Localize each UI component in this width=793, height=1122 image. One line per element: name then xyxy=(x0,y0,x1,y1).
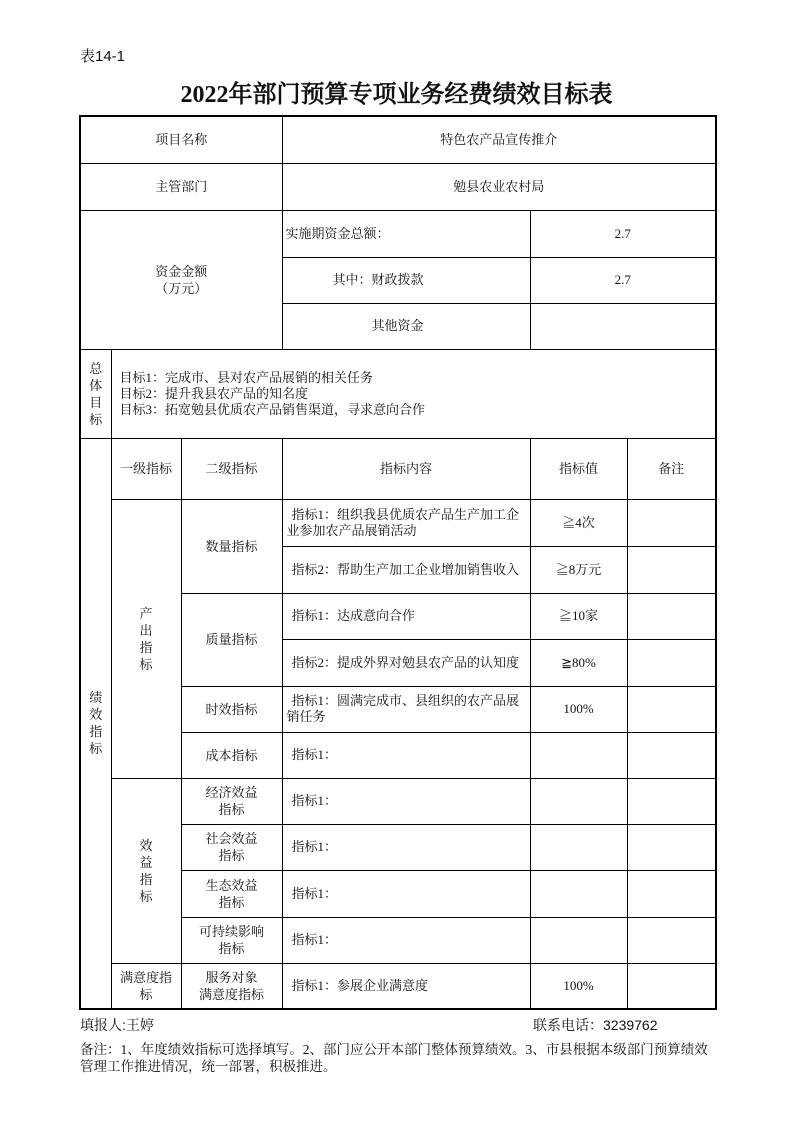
indicator-content: 指标1： xyxy=(282,917,530,963)
quality-indicator-label: 质量指标 xyxy=(181,593,282,686)
funds-fiscal-value: 2.7 xyxy=(530,257,716,303)
remark-cell xyxy=(627,824,716,870)
indicator-content: 指标1：参展企业满意度 xyxy=(282,963,530,1009)
remark-cell xyxy=(627,917,716,963)
performance-target-table xyxy=(79,115,717,1010)
indicator-content: 指标1： xyxy=(282,778,530,824)
funds-other-label: 其他资金 xyxy=(282,303,530,349)
header-value: 指标值 xyxy=(530,438,627,499)
department-label: 主管部门 xyxy=(80,163,282,210)
remark-cell xyxy=(627,546,716,593)
indicator-value: 100% xyxy=(530,686,627,732)
benefit-indicators-label: 效益指标 xyxy=(139,837,153,904)
funds-total-value: 2.7 xyxy=(530,210,716,257)
project-value: 特色农产品宣传推介 xyxy=(282,116,716,163)
goal-item: 目标3：拓宽勉县优质农产品销售渠道，寻求意向合作 xyxy=(119,401,426,417)
filler-name: 填报人:王婷 xyxy=(80,1017,154,1033)
economic-benefit-label: 经济效益 指标 xyxy=(181,778,282,824)
benefit-indicators-cell xyxy=(111,778,181,963)
remark-cell xyxy=(627,963,716,1009)
indicator-content: 指标1： xyxy=(282,824,530,870)
quantity-indicator-label: 数量指标 xyxy=(181,499,282,593)
indicator-value: 100% xyxy=(530,963,627,1009)
table-number: 表14-1 xyxy=(80,48,126,65)
indicator-value xyxy=(530,870,627,917)
overall-goals-content xyxy=(111,349,716,438)
funds-fiscal-label: 其中：财政拨款 xyxy=(282,257,530,303)
indicator-content: 指标2：提成外界对勉县农产品的认知度 xyxy=(282,639,530,686)
project-row xyxy=(80,116,716,163)
remark-cell xyxy=(627,686,716,732)
remark-cell xyxy=(627,870,716,917)
indicator-row xyxy=(80,963,716,1009)
output-indicators-cell xyxy=(111,499,181,778)
funds-label: 资金金额 xyxy=(155,263,208,279)
overall-goals-label: 总体目标 xyxy=(89,360,103,427)
indicator-value xyxy=(530,732,627,778)
remark-cell xyxy=(627,499,716,546)
header-level1: 一级指标 xyxy=(111,438,181,499)
indicator-value: ≧8万元 xyxy=(530,546,627,593)
indicator-content: 指标1：圆满完成市、县组织的农产品展销任务 xyxy=(282,686,530,732)
indicator-value xyxy=(530,778,627,824)
indicator-value: ≧10家 xyxy=(530,593,627,639)
header-level2: 二级指标 xyxy=(181,438,282,499)
social-benefit-label: 社会效益 指标 xyxy=(181,824,282,870)
remark-cell xyxy=(627,732,716,778)
remark-cell xyxy=(627,778,716,824)
indicator-content: 指标1：组织我县优质农产品生产加工企业参加农产品展销活动 xyxy=(282,499,530,546)
indicator-value: ≧4次 xyxy=(530,499,627,546)
project-label: 项目名称 xyxy=(80,116,282,163)
remark-cell xyxy=(627,639,716,686)
sustainable-impact-label: 可持续影响 指标 xyxy=(181,917,282,963)
footer-note: 备注：1、年度绩效指标可选择填写。2、部门应公开本部门整体预算绩效。3、市县根据本级部门预算绩效管理工作推进情况，统一部署，积极推进。 xyxy=(80,1042,708,1074)
satisfaction-indicators-label: 满意度指标 xyxy=(111,963,181,1009)
funds-total-label: 实施期资金总额： xyxy=(282,210,530,257)
indicator-content: 指标1： xyxy=(282,732,530,778)
indicator-content: 指标1：达成意向合作 xyxy=(282,593,530,639)
indicators-label: 绩效指标 xyxy=(89,690,103,757)
funds-total-row xyxy=(80,210,716,257)
indicator-value xyxy=(530,917,627,963)
indicator-header-row xyxy=(80,438,716,499)
indicator-value: ≧80% xyxy=(530,639,627,686)
goal-item: 目标1：完成市、县对农产品展销的相关任务 xyxy=(119,369,374,385)
department-row xyxy=(80,163,716,210)
header-content: 指标内容 xyxy=(282,438,530,499)
page-title: 2022年部门预算专项业务经费绩效目标表 xyxy=(180,82,613,108)
indicator-content: 指标1： xyxy=(282,870,530,917)
indicators-label-cell xyxy=(80,438,111,1009)
timeliness-indicator-label: 时效指标 xyxy=(181,686,282,732)
indicator-value xyxy=(530,824,627,870)
header-remark: 备注 xyxy=(627,438,716,499)
contact-phone: 联系电话：3239762 xyxy=(533,1017,658,1033)
overall-goals-row xyxy=(80,349,716,438)
indicator-content: 指标2：帮助生产加工企业增加销售收入 xyxy=(282,546,530,593)
funds-other-value xyxy=(530,303,716,349)
funds-label-cell xyxy=(80,210,282,349)
department-value: 勉县农业农村局 xyxy=(282,163,716,210)
remark-cell xyxy=(627,593,716,639)
funds-unit: （万元） xyxy=(155,280,208,296)
overall-goals-label-cell xyxy=(80,349,111,438)
indicator-row xyxy=(80,778,716,824)
cost-indicator-label: 成本指标 xyxy=(181,732,282,778)
indicator-row xyxy=(80,499,716,546)
goal-item: 目标2：提升我县农产品的知名度 xyxy=(119,385,309,401)
service-satisfaction-label: 服务对象 满意度指标 xyxy=(181,963,282,1009)
ecological-benefit-label: 生态效益 指标 xyxy=(181,870,282,917)
output-indicators-label: 产出指标 xyxy=(139,605,153,672)
